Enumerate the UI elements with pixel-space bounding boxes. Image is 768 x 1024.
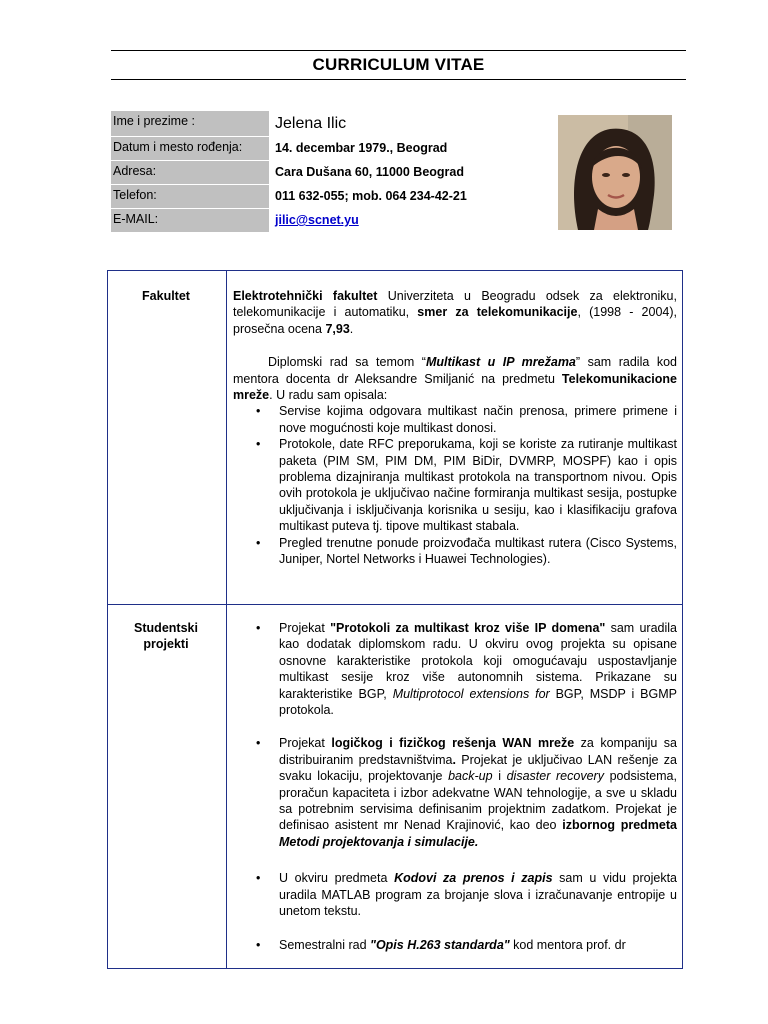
text-span: Projekat je uključivao LAN rešenje za svaku lokaciju, projektovanje [279,752,678,784]
text-span: BGP, MSDP i BGMP protokola. [279,686,677,718]
spacer [279,850,677,870]
text-span: sam u vidu projekta uradila MATLAB program za brojanje slova i izračunavanje entropije u unetom tekstu. [279,871,677,919]
text-span: Projekat [279,736,332,751]
value-name: Jelena Ilic [275,115,347,132]
project-title: "Opis H.263 standarda" [370,937,510,952]
italic-term: back-up [448,769,493,784]
value-phone: 011 632-055; mob. 064 234-42-21 [275,189,467,203]
list-item: • Pregled trenutne ponude proizvođača multikast rutera (Cisco Systems, Juniper, Nortel Networks i Huawei Technologies). [279,535,677,568]
average-grade: 7,93 [325,321,350,336]
text-span: i [492,769,507,784]
text-span: U okviru predmeta [279,871,395,886]
portrait-photo [558,115,672,230]
projects-bullet-list [233,620,677,953]
list-item: • Servise kojima odgovara multikast način prenosa, primere primene i nove mogućnosti koje multikast donosi. [279,403,677,436]
text-span: ” sam radila kod mentora docenta dr Aleksandre Smiljanić na predmetu [233,355,677,386]
text-span: za kompaniju sa distribuiranim predstavništvima [279,736,677,767]
section-label-line: projekti [143,637,189,651]
label-email: E-MAIL: [111,209,269,232]
text-span: Univerziteta u Beogradu odsek za elektroniku, telekomunikacije i automatiku, [233,289,677,320]
italic-term: Multiprotocol extensions for [392,686,550,701]
value-email [275,209,359,231]
table-column-divider [226,271,227,968]
major-name: smer za telekomunikacije [417,305,578,320]
list-item [279,620,677,718]
text-span: . [452,752,456,767]
text-span: kod mentora prof. dr [509,937,626,952]
project-title: logičkog i fizičkog rešenja WAN mreže [331,736,575,751]
course-name: Telekomunikacione mreže [233,371,677,403]
portrait-illustration [558,115,672,230]
project-title: "Protokoli za multikast kroz više IP domena" [330,621,606,635]
elective-label: izbornog predmeta [562,818,677,833]
email-link[interactable]: jilic@scnet.yu [275,213,359,227]
course-name: Metodi projektovanja i simulacije. [279,834,479,849]
text-span: sam uradila kao dodatak diplomskom radu. U okviru ovog projekta su opisane osnovne karakteristike protokola koji omogućavaju uspostavljanje multikast sesije kroz više autonomnih sistema. Prikazane su karakteristike BGP, [279,621,677,701]
list-item [279,870,677,919]
text-span: . U radu sam opisala: [269,388,388,403]
text-span: Semestralni rad [279,937,371,952]
faculty-name: Elektrotehnički fakultet [233,289,378,303]
spacer [233,337,677,354]
fakultet-content [233,288,677,568]
text-span: , (1998 - 2004), prosečna ocena [233,305,677,336]
label-phone: Telefon: [111,185,269,208]
fakultet-paragraph [233,288,677,337]
course-name: Kodovi za prenos i zapis [394,871,553,886]
value-birth: 14. decembar 1979., Beograd [275,141,448,155]
label-birth: Datum i mesto rođenja: [111,137,269,160]
italic-term: disaster recovery [506,769,604,784]
table-row-divider [108,604,682,605]
page-title: CURRICULUM VITAE [312,55,485,74]
value-address: Cara Dušana 60, 11000 Beograd [275,165,464,179]
title-bar [111,50,686,80]
text-span: podsistema, proračun kapaciteta i izbor adekvatne WAN tehnologije, a sve u skladu sa potrebnim servisima definisanim projektnim zadatkom. Projekat je definisao asistent mr Nenad Krajinović, kao deo [279,769,677,833]
text-span: . [349,321,354,336]
list-item [279,735,677,850]
spacer [279,718,677,735]
spacer [279,920,677,937]
thesis-bullet-list [233,403,677,567]
label-address: Adresa: [111,161,269,184]
section-label-line: Studentski [134,621,198,635]
list-item: • Protokole, date RFC preporukama, koji se koriste za rutiranje multikast paketa (PIM SM, PIM DM, PIM BiDir, DVMRP, MOSPF) kao i opis problema dizajniranja multikast protokola na transportnom nivou. Opis ovih protokola je uključivao načine formiranja multikast sesija, postupke uključivanja i isključivanja korisnika u sesiju, kao i klasifikaciju grafova multikast puteva tj. tipove multikast stabala. [279,436,677,534]
list-item [279,937,677,953]
section-label-fakultet: Fakultet [142,289,190,303]
thesis-title: Multikast u IP mrežama [425,355,576,370]
section-label-projekti [107,620,225,652]
text-span: Diplomski rad sa temom “ [268,355,426,370]
label-name: Ime i prezime : [111,111,269,136]
projekti-content [233,620,677,953]
thesis-paragraph [233,354,677,403]
text-span: Projekat [279,621,331,635]
